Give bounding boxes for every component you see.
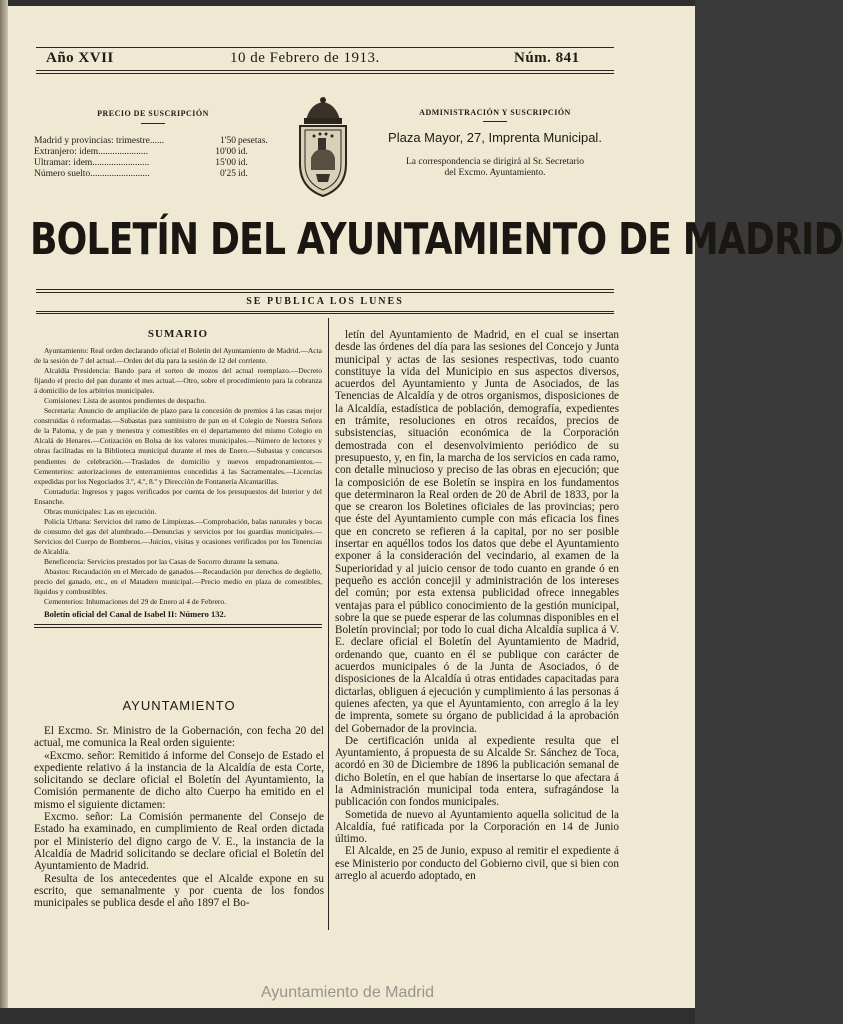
price-amount: 15'00	[215, 158, 236, 168]
sumario-paragraph: Comisiones: Lista de asuntos pendientes de despacho.	[44, 396, 207, 406]
sumario-section	[34, 328, 322, 628]
coat-of-arms-madrid-icon	[292, 92, 354, 200]
sumario-body	[34, 346, 322, 607]
sumario-title: SUMARIO	[147, 328, 209, 340]
prices-divider	[141, 123, 165, 124]
sumario-paragraph: Contaduría: Ingresos y pagos verificados por cuenta de los presupuestos del Interior y del Ensanche.	[34, 486, 322, 506]
scan-top-border	[0, 0, 695, 6]
ayuntamiento-paragraph: El Excmo. Sr. Ministro de la Gobernación, con fecha 20 del actual, me comunica la Real orden siguiente:	[34, 725, 324, 750]
ayuntamiento-paragraph: «Excmo. señor: Remitido á informe del Consejo de Estado el expediente relativo á la instancia de la Alcaldía de esta Corte, solicitando se declare oficial el Boletín del Ayuntamiento, la Comisión permanente de dicho alto Cuerpo ha emitido en el mismo el siguiente dictamen:	[34, 749, 324, 811]
masthead-rule-1	[36, 289, 614, 290]
price-amount: 10'00	[215, 147, 236, 157]
price-unit: id.	[238, 147, 248, 157]
right-column-paragraph: El Alcalde, en 25 de Junio, expuso al remitir el expediente á ese Ministerio por conducto del Gobierno civil, que si bien con arreglo al acuerdo adoptado, en	[335, 845, 619, 883]
masthead-title: BOLETÍN DEL AYUNTAMIENTO DE MADRID	[30, 214, 843, 265]
price-unit: id.	[238, 158, 248, 168]
sumario-paragraph: Secretaria: Anuncio de ampliación de plazo para la concesión de premios á las casas mejor construidas ó reformadas.—Subastas para suministro de pan en el Colegio de Nuestra Señora de la Paloma, y de pan y menestra y comestibles en el departamento del mismo Colegio en Alcalá de Henares.—Cotización en Bolsa de los valores municipales.—Número de lectores y obras facilitadas en la Biblioteca municipal durante el mes de Enero.—Subastas y concursos pendientes de celebración.—Traslados de domicilio y nuevos empadronamientos.—Cementerios: autorizaciones de enterramientos concedidas á las Sacramentales.—Licencias expedidas por los Negociados 3.º, 4.º, 8.º y Dirección de Fontanería Alcantarillas.	[34, 406, 322, 486]
header-rule-top	[36, 47, 614, 48]
right-column-paragraph: Sometida de nuevo al Ayuntamiento aquella solicitud de la Alcaldía, fué ratificada por la Corporación en 14 de Junio último.	[335, 808, 619, 846]
price-label: Número suelto.........................	[34, 169, 150, 179]
sumario-paragraph: Ayuntamiento: Real orden declarando oficial el Boletín del Ayuntamiento de Madrid.—Acta de la sesión de 7 del actual.—Orden del día para la sesión de 12 del corriente.	[34, 346, 322, 366]
ayuntamiento-title: AYUNTAMIENTO	[122, 698, 236, 713]
sumario-paragraph: Beneficencia: Servicios prestados por las Casas de Socorro durante la semana.	[44, 556, 280, 566]
ayuntamiento-body	[34, 725, 324, 909]
price-unit: pesetas.	[238, 136, 268, 146]
footer-watermark: Ayuntamiento de Madrid	[260, 984, 435, 1001]
sumario-paragraph: Abastos: Recaudación en el Mercado de ganados.—Recaudación por derechos de degüello, precio del ganado, etc., en el Matadero municipal.—Precio medio en plaza de comestibles, líquidos y combustibles.	[34, 567, 322, 597]
price-amount: 0'25	[220, 169, 236, 179]
sumario-canal-line: Boletín oficial del Canal de Isabel II: Número 132.	[44, 609, 226, 620]
price-row	[34, 136, 272, 147]
right-column	[335, 329, 619, 882]
masthead-rule-4	[36, 313, 614, 314]
sumario-rule-1	[34, 624, 322, 625]
header-rule-bottom	[36, 70, 614, 71]
price-row	[34, 169, 272, 180]
column-divider	[328, 318, 329, 930]
ayuntamiento-section	[34, 698, 324, 909]
price-label: Madrid y provincias: trimestre......	[34, 136, 165, 146]
subscription-prices	[34, 108, 272, 180]
sumario-paragraph: Policía Urbana: Servicios del ramo de Limpiezas.—Comprobación, balas naturales y bocas de consumo del gas del alumbrado.—Denuncias y servicios por los guardias municipales.—Servicios del Cuerpo de Bomberos.—Juicios, visitas y ocasiones verificados por los Tenencias de Alcaldía.	[34, 516, 322, 556]
masthead-rule-2	[36, 292, 614, 293]
administration-block	[370, 108, 620, 179]
header-number: Núm. 841	[514, 50, 580, 66]
masthead-rule-3	[36, 311, 614, 312]
sumario-rule-2	[34, 627, 322, 628]
price-amount: 1'50	[220, 136, 236, 146]
scan-bottom-border	[0, 1008, 695, 1024]
price-row	[34, 158, 272, 169]
sumario-paragraph: Cementerios: Inhumaciones del 29 de Enero al 4 de Febrero.	[44, 597, 227, 607]
ayuntamiento-paragraph: Resulta de los antecedentes que el Alcalde expone en su escrito, que semanalmente y por cuenta de los fondos municipales se publica desde el año 1897 el Bo-	[34, 872, 324, 910]
price-row	[34, 147, 272, 158]
masthead-subtitle: SE PUBLICA LOS LUNES	[246, 296, 404, 307]
right-column-body	[335, 329, 619, 882]
ayuntamiento-paragraph: Excmo. señor: La Comisión permanente del Consejo de Estado ha examinado, en cumplimiento de Real orden dictada por el Ministerio del digno cargo de V. E., la instancia de la Alcaldía de Madrid solicitando se declare oficial el Boletín del Ayuntamiento de Madrid.	[34, 811, 324, 873]
header-date: 10 de Febrero de 1913.	[230, 50, 380, 66]
price-label: Ultramar: idem........................	[34, 158, 150, 168]
sumario-paragraph: Alcaldía Presidencia: Bando para el sorteo de mozos del actual reemplazo.—Decreto fijando el precio del pan durante el mes actual.—Otro, sobre el procedimiento para la cobranza á domicilio de los arbitrios municipales.	[34, 366, 322, 396]
administration-note-line2: del Excmo. Ayuntamiento.	[444, 168, 546, 178]
price-unit: id.	[238, 169, 248, 179]
administration-title: ADMINISTRACIÓN Y SUSCRIPCIÓN	[419, 108, 571, 117]
administration-note-line1: La correspondencia se dirigirá al Sr. Secretario	[405, 157, 585, 167]
page-spine-shadow	[0, 0, 8, 1024]
right-column-paragraph: letín del Ayuntamiento de Madrid, en el cual se insertan desde las órdenes del día para las sesiones del Concejo y Junta municipal y actas de las sesiones respectivas, todo cuanto constituye la vida del Municipio en sus aspectos diversos, acuerdos del Ayuntamiento y Junta de Asociados, de las Tenencias de Alcaldía y de otros organismos, disposiciones de la Alcaldía, estadística de población, demografía, expedientes en trámite, resoluciones en otros recaídos, precios de subsistencias, situación económica de la Corporación demostrada con el desenvolvimiento periódico de su presupuesto, y, en fin, la marcha de los servicios en cada ramo, con detalle minucioso y preciso de las obras en ejecución; que la composición de ese Boletín se inspira en los fundamentos que determinaron la Real orden de 20 de Abril de 1833, por la que se crearon los Boletines oficiales de las provincias; pero que éste del Ayuntamiento cumple con más eficacia los fines que en concreto se refieren á la capital, por no ser posible insertar en aquéllos todos los datos que debe el Ayuntamiento exponer á la consideración del vecindario, al examen de la Superioridad y al juicio censor de todo cuanto en grande ó en pequeño es acción concejil y administración de los intereses del común; por esta extensa publicidad ofrece innegables ventajas para el público conocimiento de la gestión municipal, sobre la que se puede esperar de las columnas disponibles en el Boletín provincial; por todo lo cual dicha Alcaldía suplica á V. E. declare oficial el Boletín del Ayuntamiento de Madrid, ordenando que, cuanto en él se publique con carácter de acuerdos municipales ó de la Junta de Asociados, ó de disposiciones de la Alcaldía ú otras entidades capacitadas para dictarlas, obliguen á ejecución y cumplimiento á las personas á quienes afecten, ya que el Ayuntamiento, con arreglo á la ley de imprenta, somete su órgano de publicidad á la aprobación del Gobernador de la provincia.	[335, 329, 619, 735]
administration-address: Plaza Mayor, 27, Imprenta Municipal.	[388, 130, 602, 145]
sumario-paragraph: Obras municipales: Las en ejecución.	[44, 506, 157, 516]
header-rule-bottom-double	[36, 73, 614, 74]
prices-title: PRECIO DE SUSCRIPCIÓN	[97, 109, 209, 118]
right-column-paragraph: De certificación unida al expediente resulta que el Ayuntamiento, á propuesta de su Alcalde Sr. Sánchez de Toca, acordó en 30 de Diciembre de 1896 la publicación semanal de dicho Boletín, en el que habían de insertarse lo que afectara á la Administración municipal toda entera, sufragándose la publicación con fondos municipales.	[335, 734, 619, 809]
administration-divider	[483, 121, 507, 122]
price-label: Extranjero: idem.....................	[34, 147, 148, 157]
header-year: Año XVII	[46, 50, 114, 66]
prices-table	[34, 136, 272, 180]
